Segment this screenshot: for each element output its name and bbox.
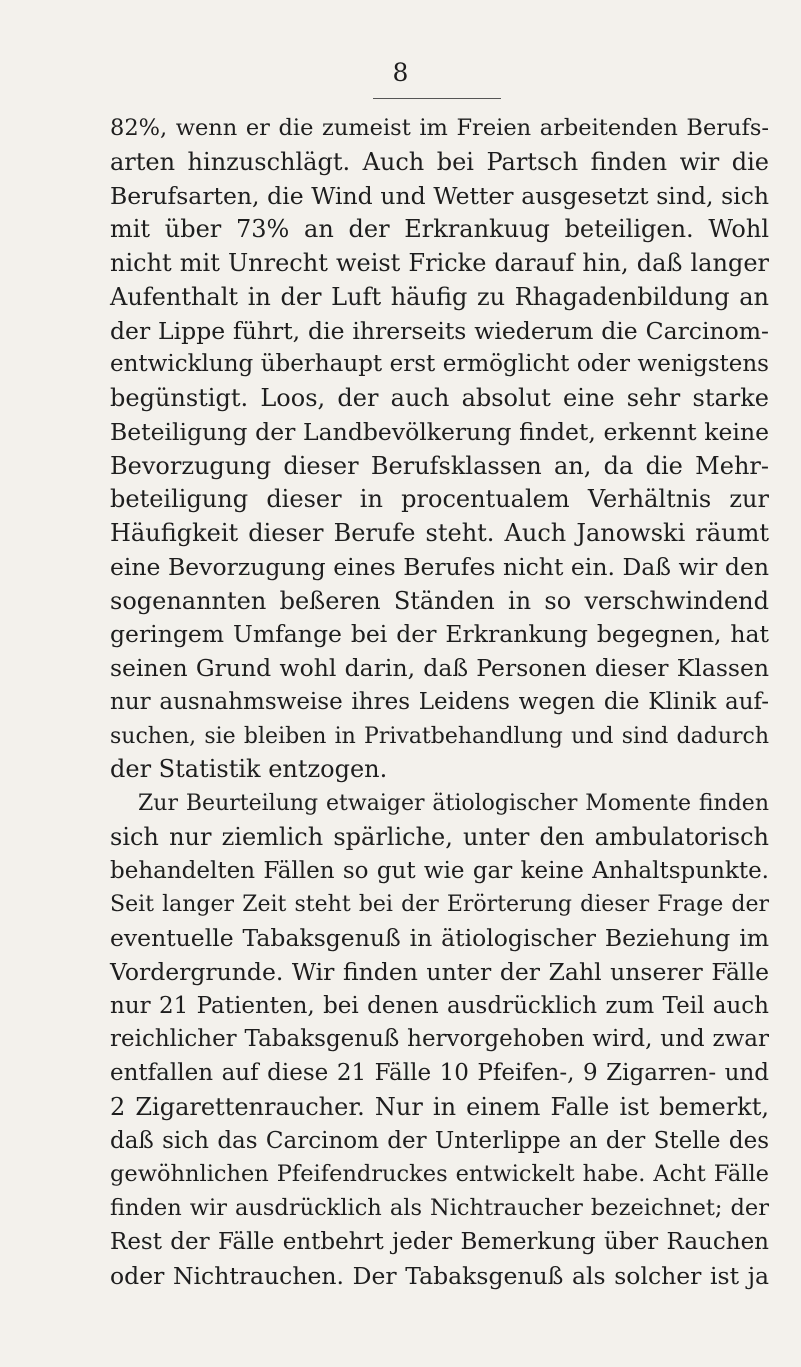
text-line: 2 Zigarettenraucher. Nur in einem Falle ist bemerkt, <box>110 1092 769 1121</box>
paragraph-start-line: Zur Beurteilung etwaiger ätiologischer Momente finden <box>138 791 769 816</box>
text-line: Aufenthalt in der Luft häufig zu Rhagadenbildung an <box>110 282 769 311</box>
text-line: der Lippe führt, die ihrerseits wiederum die Carcinom- <box>110 316 769 345</box>
text-line: nur 21 Patienten, bei denen ausdrücklich zum Teil auch <box>110 992 769 1019</box>
page-number: 8 <box>392 58 409 87</box>
text-line: beteiligung dieser in procentualem Verhältnis zur <box>110 485 769 514</box>
paragraph-end-line: der Statistik entzogen. <box>110 755 388 784</box>
text-line: eventuelle Tabaksgenuß in ätiologischer Beziehung im <box>110 924 769 952</box>
text-line: sogenannten beßeren Ständen in so verschwindend <box>110 586 769 615</box>
text-line: nicht mit Unrecht weist Fricke darauf hin, daß langer <box>110 249 769 277</box>
text-line: 82%, wenn er die zumeist im Freien arbeitenden Berufs- <box>110 115 769 141</box>
text-line: suchen, sie bleiben in Privatbehandlung und sind dadurch <box>110 723 769 749</box>
text-line: seinen Grund wohl darin, daß Personen dieser Klassen <box>110 654 769 682</box>
text-line: sich nur ziemlich spärliche, unter den ambulatorisch <box>110 822 769 851</box>
text-line: oder Nichtrauchen. Der Tabaksgenuß als solcher ist ja <box>110 1261 769 1290</box>
text-line: entwicklung überhaupt erst ermöglicht oder wenigstens <box>110 351 769 378</box>
text-line: reichlicher Tabaksgenuß hervorgehoben wird, und zwar <box>110 1026 769 1053</box>
text-line: Vordergrunde. Wir finden unter der Zahl unserer Fälle <box>110 957 769 986</box>
text-line: entfallen auf diese 21 Fälle 10 Pfeifen-, 9 Zigarren- und <box>110 1060 769 1086</box>
text-line: gewöhnlichen Pfeifendruckes entwickelt habe. Acht Fälle <box>110 1161 769 1188</box>
text-line: finden wir ausdrücklich als Nichtraucher bezeichnet; der <box>110 1195 769 1221</box>
text-line: Berufsarten, die Wind und Wetter ausgesetzt sind, sich <box>110 181 769 210</box>
text-line: Beteiligung der Landbevölkerung findet, erkennt keine <box>110 417 769 446</box>
text-line: Seit langer Zeit steht bei der Erörterung dieser Frage der <box>110 892 769 918</box>
text-line: Rest der Fälle entbehrt jeder Bemerkung über Rauchen <box>110 1228 769 1255</box>
body-text <box>110 112 769 1293</box>
text-line: behandelten Fällen so gut wie gar keine Anhaltspunkte. <box>110 857 769 884</box>
text-line: nur ausnahmsweise ihres Leidens wegen die Klinik auf- <box>110 688 769 715</box>
text-line: Häufigkeit dieser Berufe steht. Auch Janowski räumt <box>110 519 769 547</box>
text-line: arten hinzuschlägt. Auch bei Partsch finden wir die <box>110 147 769 176</box>
text-line: begünstigt. Loos, der auch absolut eine sehr starke <box>110 384 769 412</box>
text-line: Bevorzugung dieser Berufsklassen an, da die Mehr- <box>110 451 769 480</box>
page-number-rule <box>373 98 501 99</box>
text-line: geringem Umfange bei der Erkrankung begegnen, hat <box>110 620 769 649</box>
text-line: mit über 73% an der Erkrankuug beteiligen. Wohl <box>110 215 769 244</box>
text-line: eine Bevorzugung eines Berufes nicht ein. Daß wir den <box>110 552 769 581</box>
text-line: daß sich das Carcinom der Unterlippe an der Stelle des <box>110 1127 769 1154</box>
